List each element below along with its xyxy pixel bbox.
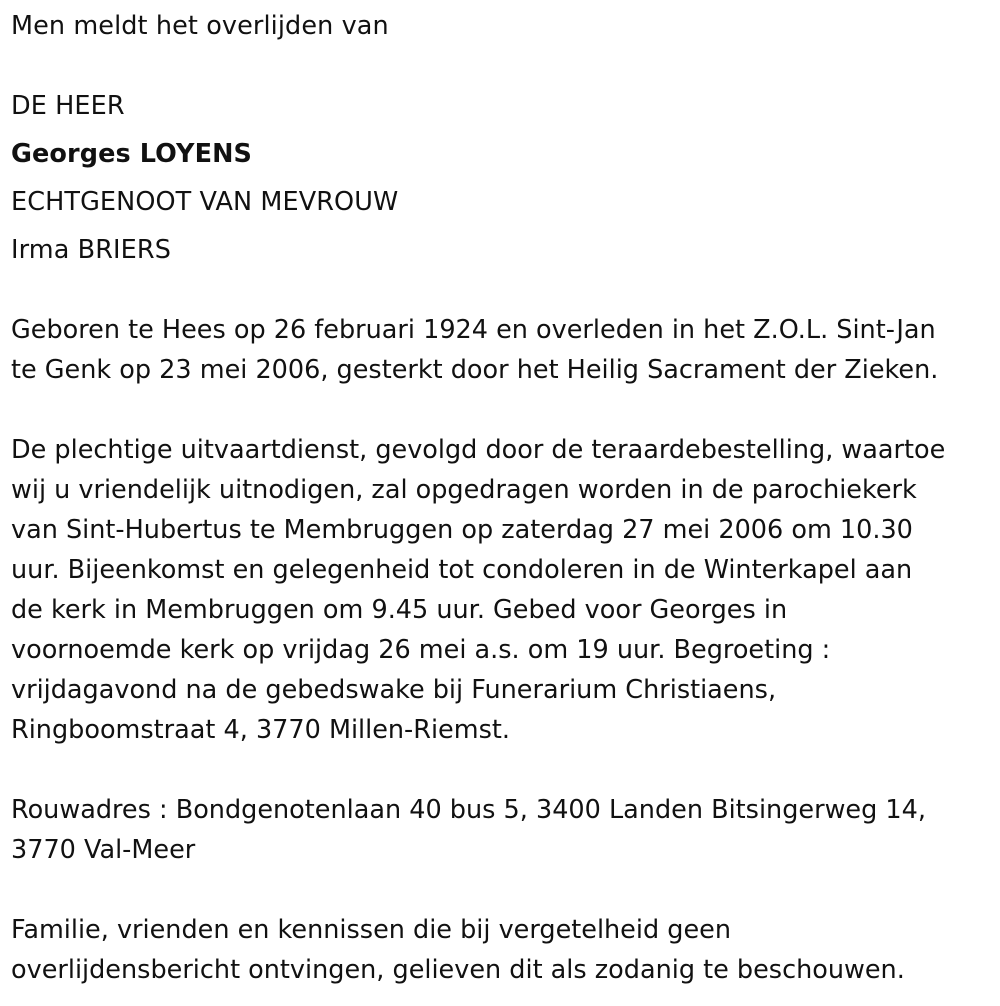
funeral-paragraph	[11, 430, 945, 750]
paragraph-line: Ringboomstraat 4, 3770 Millen-Riemst.	[11, 715, 510, 745]
paragraph-line: Rouwadres : Bondgenotenlaan 40 bus 5, 3400 Landen Bitsingerweg 14,	[11, 795, 926, 825]
paragraph-line: vrijdagavond na de gebedswake bij Funerarium Christiaens,	[11, 675, 777, 705]
spouse-label: ECHTGENOOT VAN MEVROUW	[11, 187, 399, 217]
paragraph-line: de kerk in Membruggen om 9.45 uur. Gebed voor Georges in	[11, 595, 788, 625]
paragraph-line: voornoemde kerk op vrijdag 26 mei a.s. om 19 uur. Begroeting :	[11, 635, 831, 665]
paragraph-line: van Sint-Hubertus te Membruggen op zaterdag 27 mei 2006 om 10.30	[11, 515, 913, 545]
intro-text: Men meldt het overlijden van	[11, 11, 389, 41]
deceased-name: Georges LOYENS	[11, 139, 253, 169]
paragraph-line: Geboren te Hees op 26 februari 1924 en overleden in het Z.O.L. Sint-Jan	[11, 315, 936, 345]
address-paragraph	[11, 790, 926, 870]
paragraph-line: Familie, vrienden en kennissen die bij vergetelheid geen	[11, 915, 731, 945]
paragraph-line: uur. Bijeenkomst en gelegenheid tot condoleren in de Winterkapel aan	[11, 555, 913, 585]
paragraph-line: te Genk op 23 mei 2006, gesterkt door het Heilig Sacrament der Zieken.	[11, 355, 939, 385]
paragraph-line: wij u vriendelijk uitnodigen, zal opgedragen worden in de parochiekerk	[11, 475, 917, 505]
paragraph-line: 3770 Val-Meer	[11, 835, 196, 865]
birth-death-paragraph	[11, 310, 938, 390]
spouse-name: Irma BRIERS	[11, 235, 171, 265]
title-text: DE HEER	[11, 91, 125, 121]
paragraph-line: De plechtige uitvaartdienst, gevolgd door de teraardebestelling, waartoe	[11, 435, 946, 465]
closing-paragraph	[11, 910, 905, 990]
paragraph-line: overlijdensbericht ontvingen, gelieven dit als zodanig te beschouwen.	[11, 955, 905, 985]
